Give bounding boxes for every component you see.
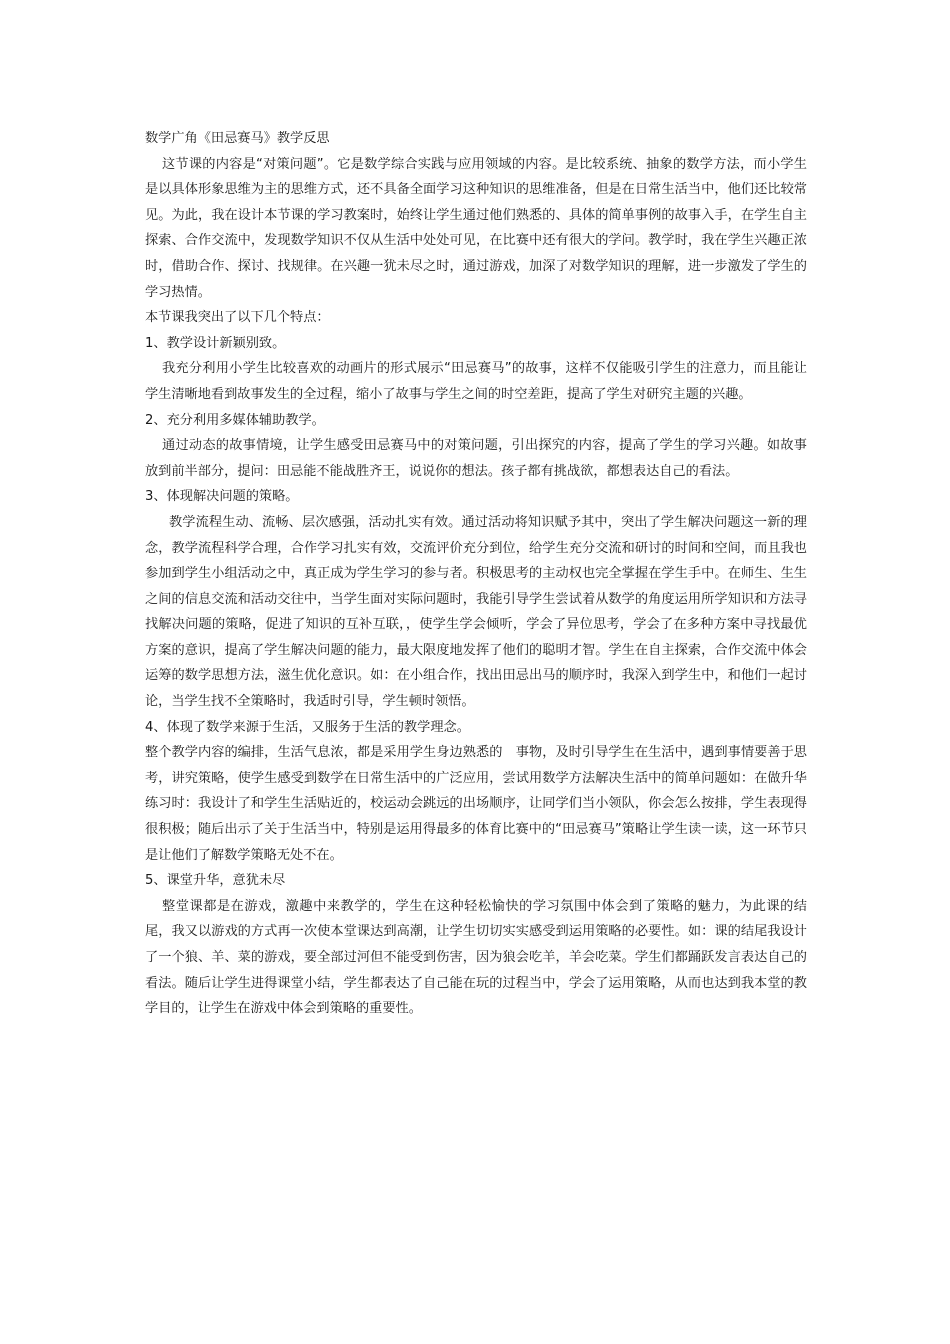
section-heading-4: 4、体现了数学来源于生活，又服务于生活的教学理念。 (145, 719, 470, 735)
section-body-3: 教学流程生动、流畅、层次感强，活动扎实有效。通过活动将知识赋予其中，突出了学生解决问题这一新的理念，教学流程科学合理，合作学习扎实有效，交流评价充分到位，给学生充分交流和研讨的时间和空间，而且我也参加到学生小组活动之中，真正成为学生学习的参与者。积极思考的主动权也完全掌握在学生手中。在师生、生生之间的信息交流和活动交往中，当学生面对实际问题时，我能引导学生尝试着从数学的角度运用所学知识和方法寻找解决问题的策略，促进了知识的互补互联，，使学生学会倾听，学会了异位思考，学会了在多种方案中寻找最优方案的意识，提高了学生解决问题的能力，最大限度地发挥了他们的聪明才智。学生在自主探索，合作交流中体会运筹的数学思想方法，滋生优化意识。如：在小组合作，找出田忌出马的顺序时，我深入到学生中，和他们一起讨论，当学生找不全策略时，我适时引导，学生顿时领悟。 (145, 514, 807, 710)
section-heading-2: 2、充分利用多媒体辅助教学。 (145, 412, 325, 428)
features-intro: 本节课我突出了以下几个特点： (145, 310, 330, 326)
document-title: 数学广角《田忌赛马》教学反思 (145, 131, 330, 146)
section-body-1: 我充分利用小学生比较喜欢的动画片的形式展示“田忌赛马”的故事，这样不仅能吸引学生的注意力，而且能让学生清晰地看到故事发生的全过程，缩小了故事与学生之间的时空差距，提高了学生对研究主题的兴趣。 (145, 361, 807, 402)
intro-paragraph: 这节课的内容是“对策问题”。它是数学综合实践与应用领域的内容。是比较系统、抽象的数学方法，而小学生是以具体形象思维为主的思维方式，还不具备全面学习这种知识的思维准备，但是在日常生活当中，他们还比较常见。为此，我在设计本节课的学习教案时，始终让学生通过他们熟悉的、具体的简单事例的故事入手，在学生自主探索、合作交流中，发现数学知识不仅从生活中处处可见，在比赛中还有很大的学问。教学时，我在学生兴趣正浓时，借助合作、探讨、找规律。在兴趣一犹未尽之时，通过游戏，加深了对数学知识的理解，进一步激发了学生的学习热情。 (145, 156, 807, 300)
section-heading-1: 1、教学设计新颖别致。 (145, 335, 286, 351)
section-body-2: 通过动态的故事情境，让学生感受田忌赛马中的对策问题，引出探究的内容，提高了学生的学习兴趣。如故事放到前半部分，提问：田忌能不能战胜齐王，说说你的想法。孩子都有挑战欲，都想表达自己的看法。 (145, 438, 807, 479)
section-body-5: 整堂课都是在游戏，激趣中来教学的，学生在这种轻松愉快的学习氛围中体会到了策略的魅力，为此课的结尾，我又以游戏的方式再一次使本堂课达到高潮，让学生切切实实感受到运用策略的必要性。如：课的结尾我设计了一个狼、羊、菜的游戏，要全部过河但不能受到伤害，因为狼会吃羊，羊会吃菜。学生们都踊跃发言表达自己的看法。随后让学生进得课堂小结，学生都表达了自己能在玩的过程当中，学会了运用策略，从而也达到我本堂的教学目的，让学生在游戏中体会到策略的重要性。 (145, 898, 807, 1017)
section-body-4: 整个教学内容的编排，生活气息浓，都是采用学生身边熟悉的 事物，及时引导学生在生活中，遇到事情要善于思考，讲究策略，使学生感受到数学在日常生活中的广泛应用，尝试用数学方法解决生活中的简单问题如：在做升华练习时：我设计了和学生生活贴近的，校运动会跳远的出场顺序，让同学们当小领队，你会怎么按排，学生表现得很积极；随后出示了关于生活当中，特别是运用得最多的体育比赛中的“田忌赛马”策略让学生读一读，这一环节只是让他们了解数学策略无处不在。 (145, 745, 807, 863)
section-heading-3: 3、体现解决问题的策略。 (145, 489, 299, 505)
section-heading-5: 5、课堂升华，意犹未尽 (145, 873, 286, 889)
document-body (145, 126, 807, 1022)
